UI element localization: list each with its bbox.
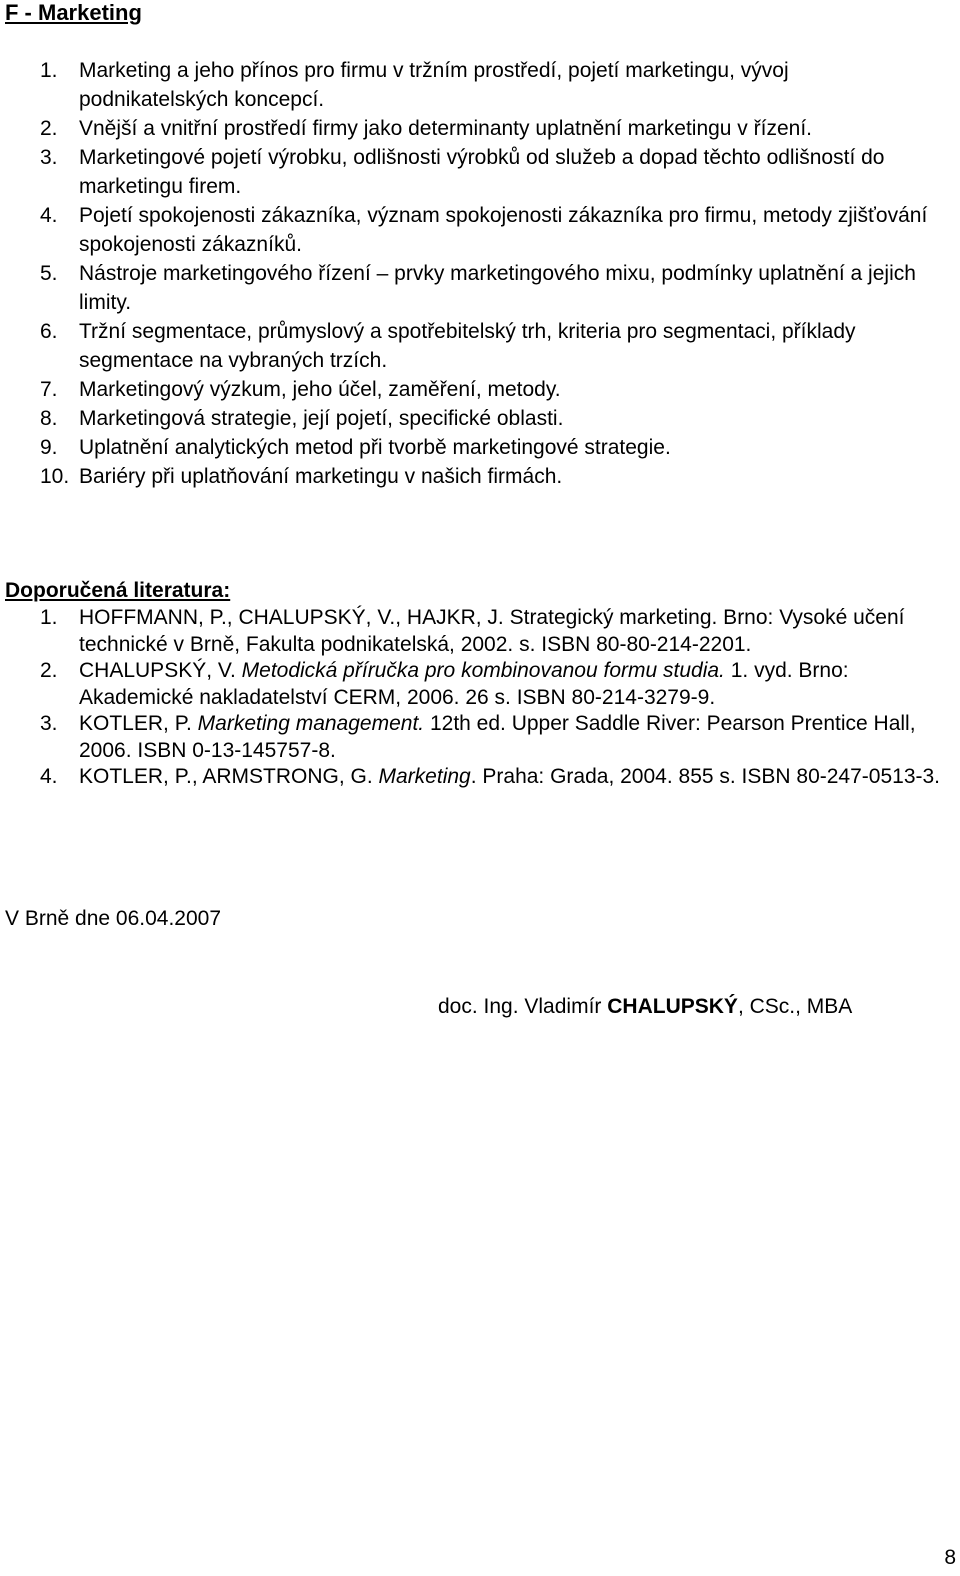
list-item-number: 5. [40, 262, 58, 285]
citation-text: HOFFMANN, P., CHALUPSKÝ, V., HAJKR, J. Strategický marketing. Brno: Vysoké učení technické v Brně, Fakulta podnikatelská, 2002. s. ISBN 80-80-214-2201. [79, 606, 905, 656]
literature-item [40, 711, 955, 764]
citation-text: . Praha: Grada, 2004. 855 s. ISBN 80-247-0513-3. [470, 765, 941, 788]
list-item-number: 1. [40, 59, 58, 82]
list-item-text: Marketingový výzkum, jeho účel, zaměření, metody. [79, 378, 561, 401]
list-item-number: 6. [40, 320, 58, 343]
list-item-number: 10. [40, 465, 70, 488]
list-item-text: Tržní segmentace, průmyslový a spotřebitelský trh, kriteria pro segmentaci, příklady segmentace na vybraných trzích. [79, 320, 856, 372]
literature-item-text [79, 605, 955, 658]
citation-title: Metodická příručka pro kombinovanou formu studia. [241, 659, 725, 682]
literature-item-number: 2. [40, 659, 58, 682]
list-item [40, 317, 940, 375]
place-date: V Brně dne 06.04.2007 [5, 907, 222, 930]
literature-item-text [79, 711, 955, 764]
signature-surname: CHALUPSKÝ [607, 995, 738, 1018]
list-item-number: 4. [40, 204, 58, 227]
citation-text: KOTLER, P. [79, 712, 198, 735]
literature-item-number: 1. [40, 606, 58, 629]
list-item-number: 2. [40, 117, 58, 140]
signature [438, 993, 852, 1021]
literature-item-number: 4. [40, 765, 58, 788]
signature-suffix: , CSc., MBA [737, 995, 853, 1018]
literature-item [40, 764, 955, 791]
list-item-text: Marketingová strategie, její pojetí, specifické oblasti. [79, 407, 564, 430]
signature-prefix: doc. Ing. Vladimír [438, 995, 608, 1018]
citation-title: Marketing [378, 765, 471, 788]
literature-item [40, 658, 955, 711]
list-item-text: Vnější a vnitřní prostředí firmy jako determinanty uplatnění marketingu v řízení. [79, 117, 813, 140]
list-item-text: Marketingové pojetí výrobku, odlišnosti výrobků od služeb a dopad těchto odlišností do marketingu firem. [79, 146, 885, 198]
list-item [40, 404, 940, 433]
literature-item-text [79, 658, 955, 711]
citation-text: 12th ed. Upper Saddle River: Pearson Prentice Hall, 2006. ISBN 0-13-145757-8. [79, 712, 916, 762]
list-item-number: 7. [40, 378, 58, 401]
page-title: F - Marketing [5, 0, 142, 25]
list-item-number: 3. [40, 146, 58, 169]
list-item-text: Nástroje marketingového řízení – prvky marketingového mixu, podmínky uplatnění a jejich limity. [79, 262, 916, 314]
list-item [40, 114, 940, 143]
list-item [40, 462, 940, 491]
list-item [40, 433, 940, 462]
literature-item-text [79, 764, 955, 791]
list-item-text: Uplatnění analytických metod při tvorbě marketingové strategie. [79, 436, 671, 459]
list-item-text: Bariéry při uplatňování marketingu v našich firmách. [79, 465, 563, 488]
list-item [40, 259, 940, 317]
list-item-number: 9. [40, 436, 58, 459]
citation-text: KOTLER, P., ARMSTRONG, G. [79, 765, 379, 788]
literature-list [40, 605, 955, 791]
list-item-text: Pojetí spokojenosti zákazníka, význam spokojenosti zákazníka pro firmu, metody zjišťování spokojenosti zákazníků. [79, 204, 928, 256]
list-item [40, 56, 940, 114]
list-item [40, 201, 940, 259]
citation-text: CHALUPSKÝ, V. [79, 659, 242, 682]
literature-item-number: 3. [40, 712, 58, 735]
literature-heading: Doporučená literatura: [5, 579, 231, 602]
citation-text: 1. vyd. Brno: Akademické nakladatelství CERM, 2006. 26 s. ISBN 80-214-3279-9. [79, 659, 849, 709]
list-item-number: 8. [40, 407, 58, 430]
list-item [40, 375, 940, 404]
list-item [40, 143, 940, 201]
page-number: 8 [944, 1546, 956, 1569]
citation-title: Marketing management. [197, 712, 425, 735]
list-item-text: Marketing a jeho přínos pro firmu v tržním prostředí, pojetí marketingu, vývoj podnikatelských koncepcí. [79, 59, 789, 111]
topic-list [40, 56, 940, 491]
literature-item [40, 605, 955, 658]
